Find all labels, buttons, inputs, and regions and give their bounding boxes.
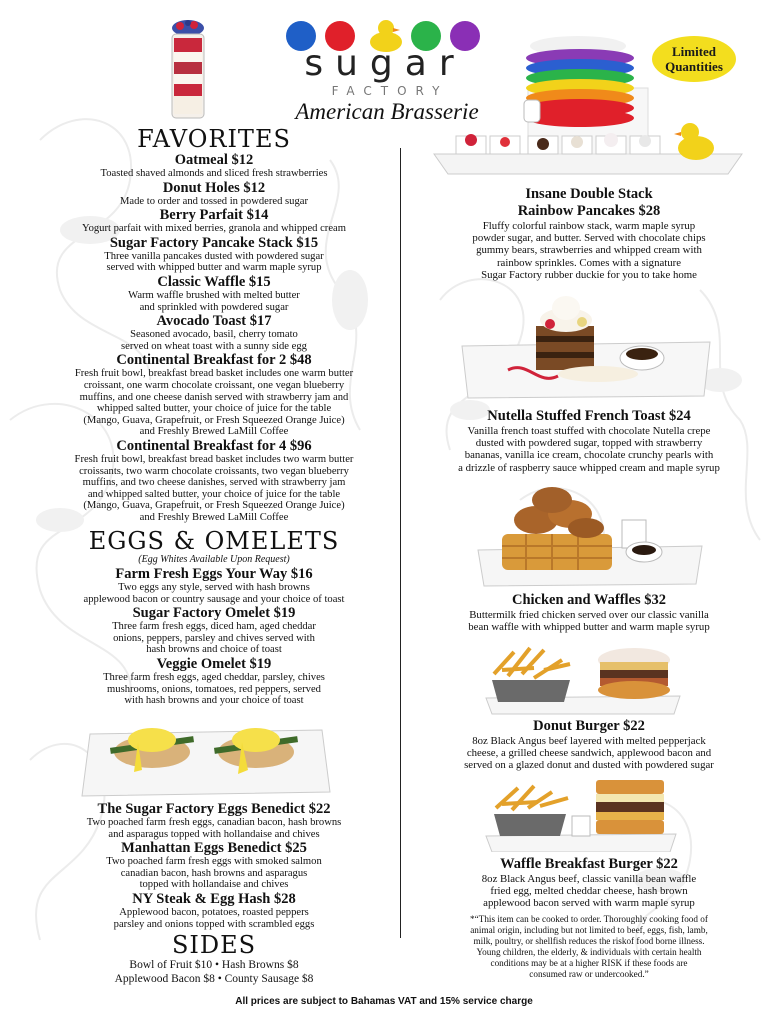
item-desc: Yogurt parfait with mixed berries, granola and whipped cream (82, 223, 346, 235)
menu-item (28, 207, 400, 235)
item-desc: and sprinkled with powdered sugar (139, 301, 289, 313)
menu-item (28, 180, 400, 208)
item-desc: a drizzle of raspberry sauce whipped cream and maple syrup (458, 461, 720, 474)
item-desc: Three farm fresh eggs, aged cheddar, parsley, chives (103, 671, 325, 683)
item-desc: (Mango, Guava, Grapefruit, or Fresh Squeezed Orange Juice) (83, 500, 345, 512)
item-desc: Seasoned avocado, basil, cherry tomato (130, 329, 298, 341)
sides-line: Applewood Bacon $8 • County Sausage $8 (114, 973, 314, 986)
item-desc: Three vanilla pancakes dusted with powdered sugar (104, 250, 324, 262)
menu-item (28, 840, 400, 891)
item-desc: with hash browns and your choice of toast (124, 695, 304, 707)
parfait-jar-photo (168, 18, 208, 122)
item-desc: and Freshly Brewed LaMill Coffee (139, 511, 289, 523)
disclaimer-line: Young children, the elderly, & individuals with certain health (476, 947, 702, 957)
item-name: Classic Waffle $15 (157, 273, 271, 290)
item-desc: served with whipped butter and warm maple syrup (106, 262, 322, 274)
item-desc: cheese, a grilled cheese sandwich, applewood bacon and (466, 747, 712, 760)
item-desc: topped with hollandaise and chives (139, 879, 289, 891)
nutella-french-toast-item (418, 408, 760, 474)
item-name: Berry Parfait $14 (159, 207, 269, 224)
item-desc: Applewood bacon, potatoes, roasted peppers (119, 906, 309, 918)
sides-line: Bowl of Fruit $10 • Hash Browns $8 (129, 959, 299, 972)
menu-item (28, 313, 400, 352)
item-desc: mushrooms, onions, tomatoes, red peppers, served (107, 683, 321, 695)
badge-line: Quantities (665, 59, 723, 74)
disclaimer-line: animal origin, including but not limited to beef, eggs, fish, lamb, (470, 925, 708, 935)
donut-burger-photo (474, 640, 688, 716)
item-name: Donut Burger $22 (533, 718, 645, 734)
item-desc: parsley and onions topped with scrambled eggs (113, 918, 315, 930)
eggs-section-continued (28, 801, 400, 986)
item-desc: croissants, two warm chocolate croissants, two vegan blueberry (79, 465, 349, 477)
item-desc: 8oz Black Angus beef, classic vanilla bean waffle (481, 873, 697, 885)
item-name: Sugar Factory Pancake Stack $15 (109, 234, 319, 251)
menu-item (28, 801, 400, 840)
item-name: Waffle Breakfast Burger $22 (500, 856, 678, 872)
item-desc: Two poached farm fresh eggs with smoked salmon (106, 856, 322, 868)
item-desc: (Mango, Guava, Grapefruit, or Fresh Squeezed Orange Juice) (83, 414, 345, 426)
item-name: Oatmeal $12 (174, 152, 254, 168)
food-safety-disclaimer (418, 914, 760, 980)
item-name: Avocado Toast $17 (156, 313, 272, 330)
item-desc: gummy bears, strawberries and whipped cream with (476, 244, 702, 257)
item-desc: muffins, and one cheese danish served with strawberry jam and (79, 391, 349, 403)
item-desc: bananas, vanilla ice cream, chocolate crunchy pearls with (464, 449, 714, 462)
chicken-waffles-item (418, 592, 760, 633)
item-desc: and whipped salted butter, your choice of juice for the table (87, 488, 341, 500)
brand-sub: FACTORY (331, 84, 449, 98)
donut-burger-item (418, 718, 760, 772)
menu-item (28, 656, 400, 707)
item-desc: muffins, and two cheese danishes, served with strawberry jam (82, 477, 346, 489)
item-name: Continental Breakfast for 4 $96 (116, 437, 312, 454)
item-name: Continental Breakfast for 2 $48 (116, 352, 312, 369)
item-name: Chicken and Waffles $32 (511, 592, 667, 608)
item-desc: powder sugar, and butter. Served with chocolate chips (472, 232, 706, 245)
item-desc: Buttermilk fried chicken served over our classic vanilla (469, 609, 709, 621)
item-desc: Two poached farm fresh eggs, canadian bacon, hash browns (86, 817, 342, 828)
french-toast-photo (458, 290, 714, 402)
menu-item (28, 274, 400, 313)
item-desc: Two eggs any style, served with hash browns (118, 582, 310, 593)
item-desc: Fresh fruit bowl, breakfast bread basket includes one warm butter (74, 368, 354, 380)
rainbow-pancakes-item (418, 186, 760, 281)
item-desc: applewood bacon or country sausage and your choice of toast (83, 593, 345, 605)
menu-item (28, 235, 400, 274)
favorites-title: FAVORITES (137, 125, 291, 153)
item-desc: served on wheat toast with a sunny side egg (121, 340, 307, 352)
item-name: Manhattan Eggs Benedict $25 (121, 840, 307, 857)
item-name: Nutella Stuffed French Toast $24 (487, 408, 691, 424)
item-desc: 8oz Black Angus beef layered with melted pepperjack (472, 735, 706, 747)
item-desc: Sugar Factory rubber duckie for you to take home (481, 268, 697, 281)
item-desc: Made to order and tossed in powdered sugar (120, 195, 308, 207)
item-desc: dusted with powdered sugar, topped with strawberry (475, 437, 703, 450)
brand-tagline: American Brasserie (295, 99, 479, 124)
item-desc: Toasted shaved almonds and sliced fresh strawberries (100, 168, 328, 179)
disclaimer-line: *“This item can be cooked to order. Thoroughly cooking food of (470, 914, 708, 924)
item-desc: Fresh fruit bowl, breakfast bread basket includes two warm butter (74, 453, 354, 465)
item-name: Farm Fresh Eggs Your Way $16 (115, 566, 313, 582)
menu-item (28, 152, 400, 180)
eggs-title: EGGS & OMELETS (88, 527, 340, 555)
chicken-waffles-photo (474, 480, 706, 588)
eggs-section (28, 528, 400, 707)
menu-item (28, 566, 400, 605)
egg-whites-note: (Egg Whites Available Upon Request) (138, 554, 290, 565)
item-desc: and Freshly Brewed LaMill Coffee (139, 426, 289, 438)
item-name: Insane Double Stack (525, 186, 653, 202)
item-name: Sugar Factory Omelet $19 (132, 605, 296, 622)
waffle-burger-photo (478, 776, 682, 852)
disclaimer-line: consumed raw or undercooked.” (529, 969, 649, 979)
item-desc: Three farm fresh eggs, diced ham, aged cheddar (112, 621, 316, 633)
item-desc: Fluffy colorful rainbow stack, warm maple syrup (482, 220, 696, 232)
disclaimer-line: milk, poultry, or shellfish reduces the riskof food borne illness. (473, 936, 705, 946)
item-desc: rainbow sprinkles. Comes with a signature (496, 256, 682, 269)
item-name: The Sugar Factory Eggs Benedict $22 (97, 801, 331, 817)
item-desc: applewood bacon served with warm maple syrup (483, 897, 695, 910)
item-desc: bean waffle with whipped butter and warm maple syrup (468, 621, 710, 634)
menu-item (28, 438, 400, 524)
item-desc: Warm waffle brushed with melted butter (128, 289, 300, 301)
item-desc: croissant, one warm chocolate croissant, one vegan blueberry (83, 379, 345, 391)
favorites-list (28, 152, 400, 523)
item-desc: whipped salted butter, your choice of juice for the table (96, 403, 332, 415)
item-desc: served on a glazed donut and dusted with powdered sugar (464, 759, 714, 772)
price-footer: All prices are subject to Bahamas VAT and 15% service charge (235, 996, 533, 1007)
item-desc: hash browns and choice of toast (146, 644, 282, 656)
eggs-benedict-photo (80, 712, 332, 798)
rainbow-pancakes-photo (428, 36, 748, 178)
disclaimer-line: conditions may be at a higher RISK if these foods are (490, 958, 688, 968)
menu-item (28, 605, 400, 656)
item-name: Rainbow Pancakes $28 (517, 203, 661, 219)
item-name: Veggie Omelet $19 (156, 655, 272, 672)
item-desc: Vanilla french toast stuffed with chocolate Nutella crepe (467, 425, 711, 437)
item-desc: onions, peppers, parsley and chives served with (113, 632, 315, 644)
column-divider (400, 148, 401, 938)
item-desc: fried egg, melted cheddar cheese, hash brown (490, 885, 688, 898)
item-desc: and asparagus topped with hollandaise and chives (108, 828, 320, 840)
sides-title: SIDES (171, 931, 257, 960)
item-name: NY Steak & Egg Hash $28 (132, 890, 296, 907)
badge-line: Limited (671, 44, 717, 59)
waffle-burger-item (418, 856, 760, 910)
menu-item (28, 352, 400, 438)
brand-name: sugar (304, 43, 466, 84)
menu-item (28, 891, 400, 930)
item-name: Donut Holes $12 (162, 179, 266, 196)
favorites-section (28, 126, 400, 523)
item-desc: canadian bacon, hash browns and asparagus (120, 867, 308, 879)
